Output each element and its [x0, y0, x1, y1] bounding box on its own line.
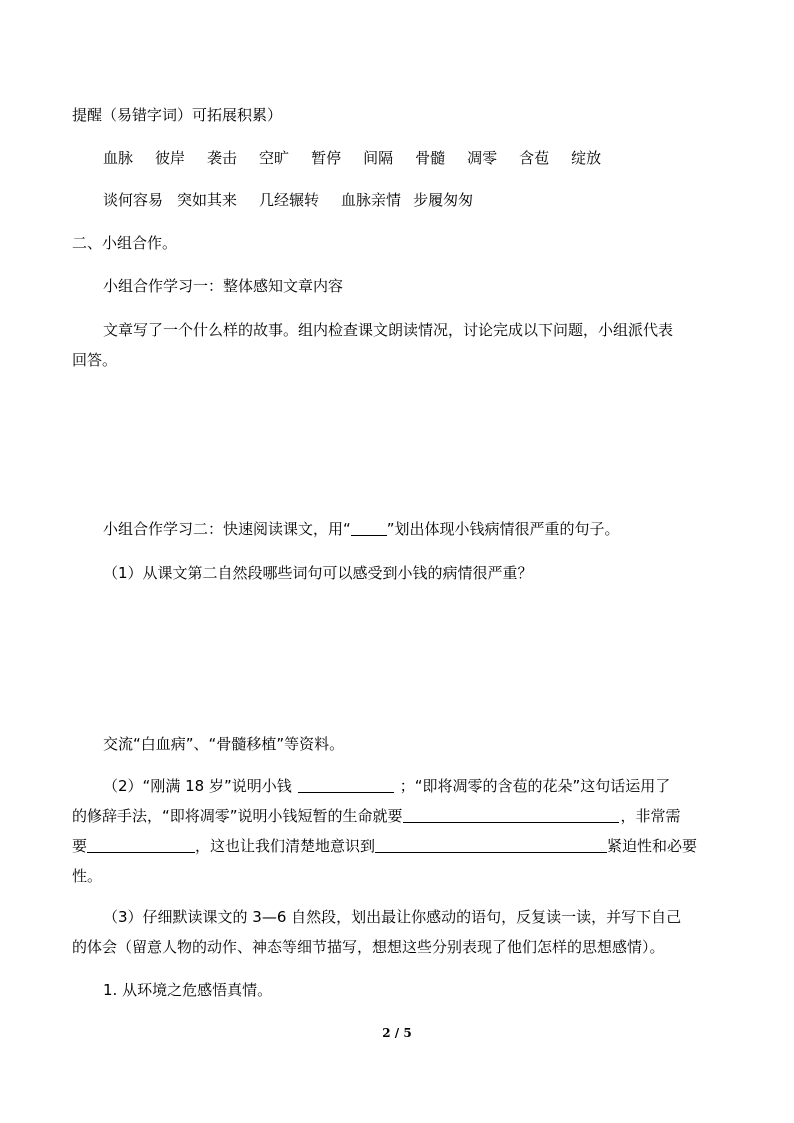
point-1: 1. 从环境之危感悟真情。: [103, 981, 273, 999]
answer-blank[interactable]: [375, 836, 607, 853]
underline-mark-blank: [351, 519, 387, 536]
vocab-word: 骨髓: [415, 149, 446, 167]
study-two-title-end: ”划出体现小钱病情很严重的句子。: [386, 520, 620, 538]
vocab-row-2: [103, 190, 495, 210]
study-one-title: 小组合作学习一：整体感知文章内容: [103, 277, 344, 295]
reminder-title: 提醒（易错字词）可拓展积累）: [72, 106, 283, 124]
vocab-row-1: [103, 148, 623, 168]
answer-blank[interactable]: [87, 836, 195, 853]
question-2-line-4: 性。: [72, 867, 103, 885]
vocab-word: 空旷: [259, 149, 290, 167]
vocab-word: 谈何容易: [103, 191, 164, 209]
study-one-line-2: 回答。: [72, 351, 118, 369]
section-two-heading: 二、小组合作。: [72, 234, 178, 252]
vocab-word: 几经辗转: [259, 191, 320, 209]
study-two-title: [103, 519, 620, 539]
vocab-word: 血脉: [103, 149, 134, 167]
question-2-line-1: （2）“刚满 18 岁”说明小钱 ；“即将凋零的含苞的花朵”这句话运用了: [103, 777, 671, 795]
question-1: （1）从课文第二自然段哪些词句可以感受到小钱的病情很严重？: [103, 564, 533, 582]
question-3-line-1: （3）仔细默读课文的 3—6 自然段，划出最让你感动的语句，反复读一读，并写下自己: [103, 908, 682, 926]
study-one-line-1: 文章写了一个什么样的故事。组内检查课文朗读情况，讨论完成以下问题，小组派代表: [103, 321, 674, 339]
vocab-word: 突如其来: [177, 191, 238, 209]
vocab-word: 步履匆匆: [413, 191, 474, 209]
question-3-line-2: 的体会（留意人物的动作、神态等细节描写，想想这些分别表现了他们怎样的思想感情）。: [72, 938, 665, 956]
vocab-word: 间隔: [363, 149, 394, 167]
vocab-word: 含苞: [519, 149, 550, 167]
vocab-word: 绽放: [571, 149, 602, 167]
exchange-line: 交流“白血病”、“骨髓移植”等资料。: [103, 735, 345, 753]
vocab-word: 袭击: [207, 149, 238, 167]
vocab-word: 凋零: [467, 149, 498, 167]
vocab-word: 暂停: [311, 149, 342, 167]
vocab-word: 彼岸: [155, 149, 186, 167]
page-number: 2 / 5: [382, 1026, 412, 1040]
vocab-word: 血脉亲情: [341, 191, 402, 209]
question-2-line-3: 要 ，这也让我们清楚地意识到 紧迫性和必要: [72, 837, 698, 855]
study-two-title-start: 小组合作学习二：快速阅读课文，用“: [103, 520, 351, 538]
answer-blank[interactable]: [403, 806, 619, 823]
question-2-line-2: 的修辞手法，“即将凋零”说明小钱短暂的生命就要 ，非常需: [72, 807, 681, 825]
answer-blank[interactable]: [298, 776, 394, 793]
